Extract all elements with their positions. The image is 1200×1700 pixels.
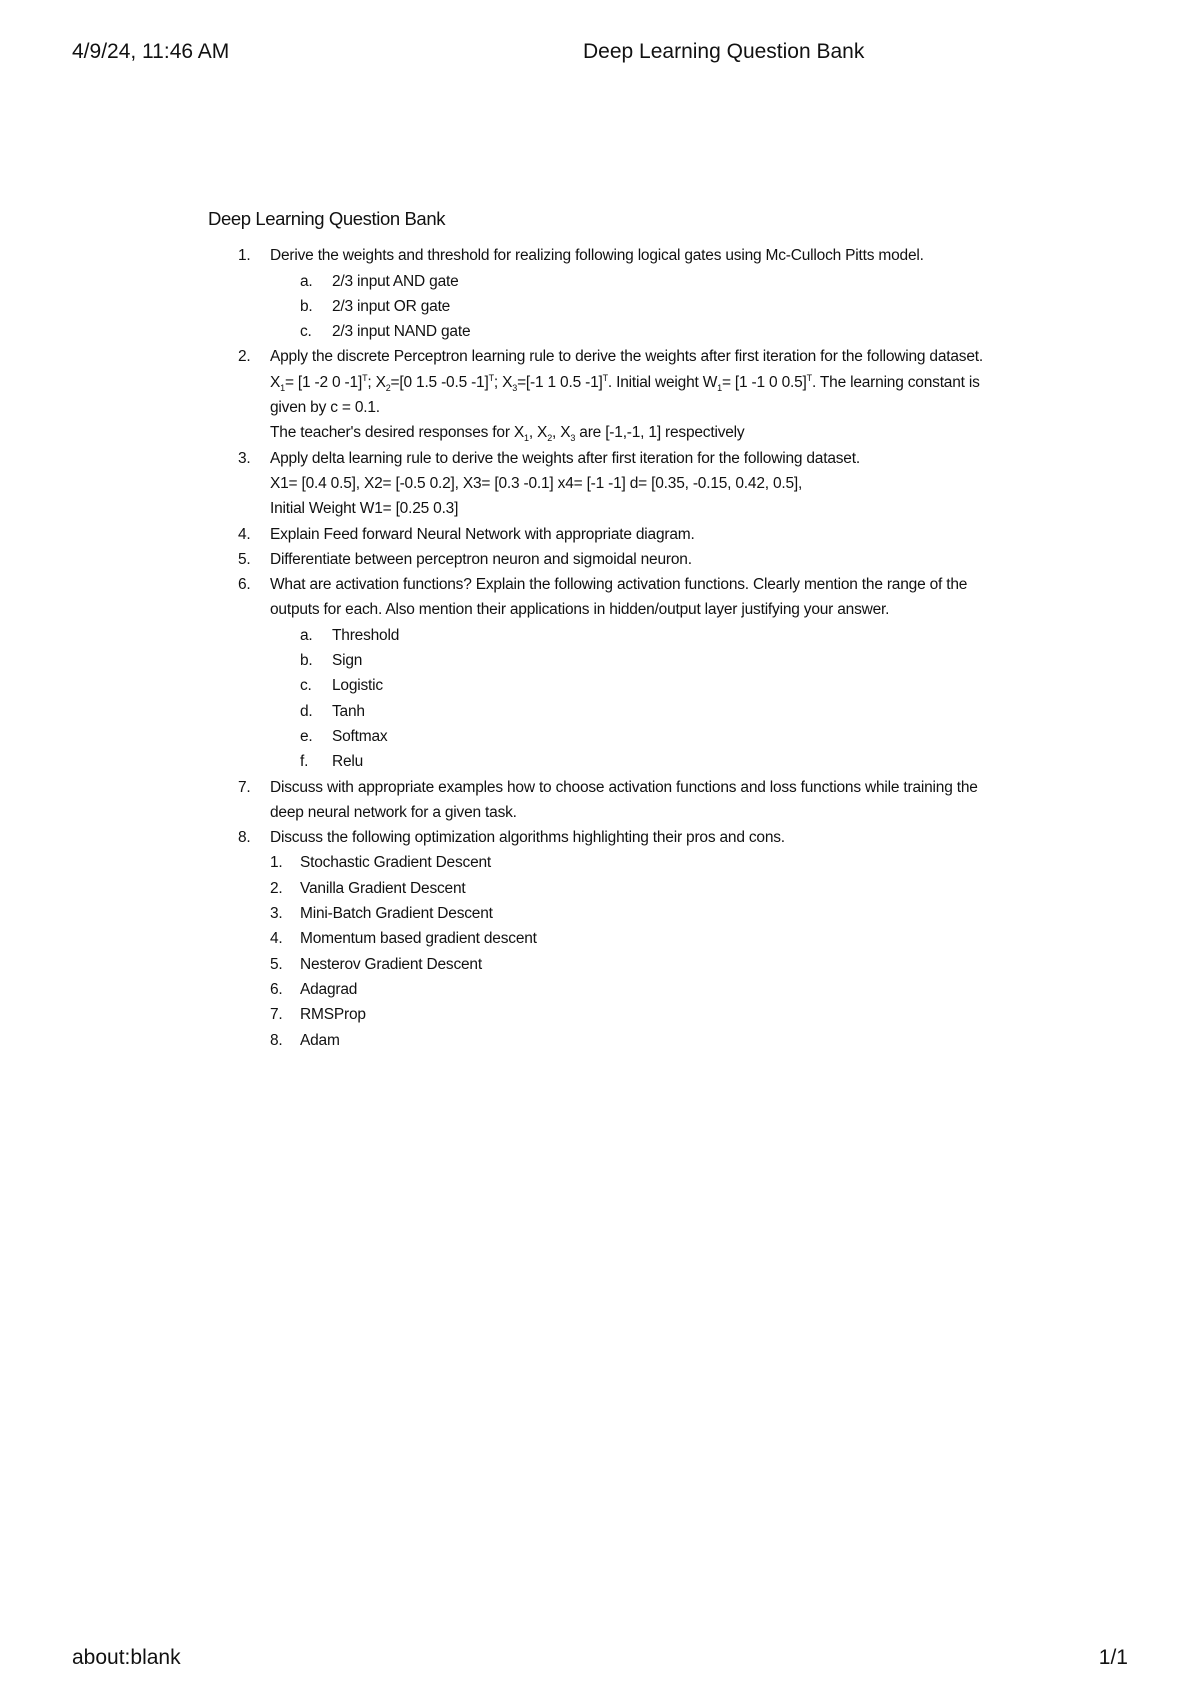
vector-value: =[-1 1 0.5 -1]: [517, 373, 603, 391]
sub-text: Relu: [332, 753, 364, 771]
sub-letter: f.: [300, 753, 309, 771]
question-list: [208, 243, 988, 1053]
sub-letter: a.: [300, 626, 313, 644]
algorithm-item: [208, 977, 988, 1002]
sub-text: Threshold: [332, 626, 400, 644]
sub-item: [208, 749, 988, 774]
question-5: [208, 547, 988, 572]
document-title: Deep Learning Question Bank: [208, 208, 446, 229]
transpose: T: [362, 372, 368, 383]
question-text: Discuss the following optimization algorithms highlighting their pros and cons.: [270, 829, 785, 847]
vector-value: = [1 -1 0 0.5]: [721, 373, 807, 391]
vector-value: = [1 -2 0 -1]: [284, 373, 363, 391]
question-2: [208, 344, 988, 445]
item-number: 7.: [270, 1006, 283, 1024]
transpose: T: [602, 372, 608, 383]
sub-letter: c.: [300, 323, 312, 341]
sub-text: Sign: [332, 652, 363, 670]
question-8: [208, 825, 988, 850]
sentence: are [-1,-1, 1] respectively: [575, 424, 745, 442]
sub-text: Logistic: [332, 677, 383, 695]
sub-text: 2/3 input NAND gate: [332, 323, 471, 341]
question-3: [208, 446, 988, 522]
print-timestamp: 4/9/24, 11:46 AM: [72, 40, 230, 63]
print-header-title: Deep Learning Question Bank: [583, 40, 865, 63]
subscript: 1: [524, 433, 529, 444]
question-number: 2.: [238, 348, 251, 366]
sub-letter: b.: [300, 297, 313, 315]
item-text: RMSProp: [300, 1006, 366, 1024]
item-text: Vanilla Gradient Descent: [300, 879, 466, 897]
question-text: What are activation functions? Explain the following activation functions. Clearly mention the range of the outputs for each. Also mention their applications in hidden/output layer justifying your answer.: [270, 576, 968, 619]
print-footer-url: about:blank: [72, 1646, 181, 1669]
var-label: ; X: [493, 373, 513, 391]
question-text: Differentiate between perceptron neuron and sigmoidal neuron.: [270, 550, 692, 568]
sub-letter: a.: [300, 272, 313, 290]
item-number: 1.: [270, 854, 283, 872]
question-number: 7.: [238, 778, 251, 796]
dataset-line: X1= [0.4 0.5], X2= [-0.5 0.2], X3= [0.3 -0.1] x4= [-1 -1] d= [0.35, -0.15, 0.42, 0.5],: [270, 474, 803, 492]
item-text: Mini-Batch Gradient Descent: [300, 905, 493, 923]
question-number: 8.: [238, 829, 251, 847]
question-6: [208, 572, 988, 623]
var-label: . Initial weight W: [607, 373, 718, 391]
algorithm-item: [208, 1002, 988, 1027]
algorithm-item: [208, 926, 988, 951]
question-text: Apply the discrete Perceptron learning rule to derive the weights after first iteration for the following dataset.: [270, 348, 983, 366]
algorithm-item: [208, 876, 988, 901]
sentence: , X: [528, 424, 548, 442]
sub-item: [208, 319, 988, 344]
sub-letter: e.: [300, 727, 313, 745]
sentence: . The learning constant is given by c = 0.1.: [270, 373, 980, 417]
subscript: 3: [512, 382, 518, 393]
question-text: Discuss with appropriate examples how to choose activation functions and loss functions while training the deep neural network for a given task.: [270, 778, 978, 821]
initial-weight-line: Initial Weight W1= [0.25 0.3]: [270, 500, 459, 518]
subscript: 2: [547, 433, 553, 444]
sub-item: [208, 724, 988, 749]
question-number: 6.: [238, 576, 251, 594]
sub-item: [208, 623, 988, 648]
item-number: 2.: [270, 879, 283, 897]
subscript: 1: [717, 382, 722, 393]
item-text: Stochastic Gradient Descent: [300, 854, 492, 872]
question-text: Explain Feed forward Neural Network with appropriate diagram.: [270, 525, 695, 543]
responses-line: [270, 420, 988, 445]
item-number: 3.: [270, 905, 283, 923]
subscript: 2: [385, 382, 391, 393]
question-number: 5.: [238, 550, 251, 568]
print-page-number: 1/1: [1098, 1646, 1128, 1669]
var-label: X: [270, 373, 281, 391]
question-4: [208, 522, 988, 547]
sub-letter: b.: [300, 652, 313, 670]
sub-text: Tanh: [332, 702, 365, 720]
transpose: T: [806, 372, 812, 383]
sub-letter: d.: [300, 702, 313, 720]
document-body: [208, 206, 988, 1053]
question-1: [208, 243, 988, 268]
item-number: 4.: [270, 930, 283, 948]
sub-item: [208, 648, 988, 673]
item-number: 6.: [270, 980, 283, 998]
algorithm-item: [208, 952, 988, 977]
question-text: Apply delta learning rule to derive the weights after first iteration for the following dataset.: [270, 449, 860, 467]
question-number: 3.: [238, 449, 251, 467]
sub-text: 2/3 input OR gate: [332, 297, 451, 315]
sub-item: [208, 294, 988, 319]
item-number: 5.: [270, 955, 283, 973]
sentence: The teacher's desired responses for X: [270, 424, 525, 442]
sub-text: Softmax: [332, 727, 388, 745]
item-text: Adagrad: [300, 980, 358, 998]
subscript: 1: [280, 382, 285, 393]
var-label: ; X: [367, 373, 386, 391]
sub-item: [208, 269, 988, 294]
question-number: 4.: [238, 525, 251, 543]
question-text: Derive the weights and threshold for realizing following logical gates using Mc-Culloch Pitts model.: [270, 247, 924, 265]
sub-text: 2/3 input AND gate: [332, 272, 459, 290]
sub-item: [208, 673, 988, 698]
transpose: T: [488, 372, 494, 383]
sub-item: [208, 699, 988, 724]
question-number: 1.: [238, 247, 251, 265]
algorithm-item: [208, 1028, 988, 1053]
sentence: , X: [552, 424, 571, 442]
item-text: Adam: [300, 1031, 340, 1049]
algorithm-item: [208, 901, 988, 926]
item-number: 8.: [270, 1031, 283, 1049]
sub-letter: c.: [300, 677, 312, 695]
vector-value: =[0 1.5 -0.5 -1]: [390, 373, 489, 391]
subscript: 3: [570, 433, 576, 444]
question-7: [208, 775, 988, 826]
item-text: Nesterov Gradient Descent: [300, 955, 482, 973]
dataset-line: [270, 370, 988, 421]
algorithm-item: [208, 850, 988, 875]
item-text: Momentum based gradient descent: [300, 930, 537, 948]
